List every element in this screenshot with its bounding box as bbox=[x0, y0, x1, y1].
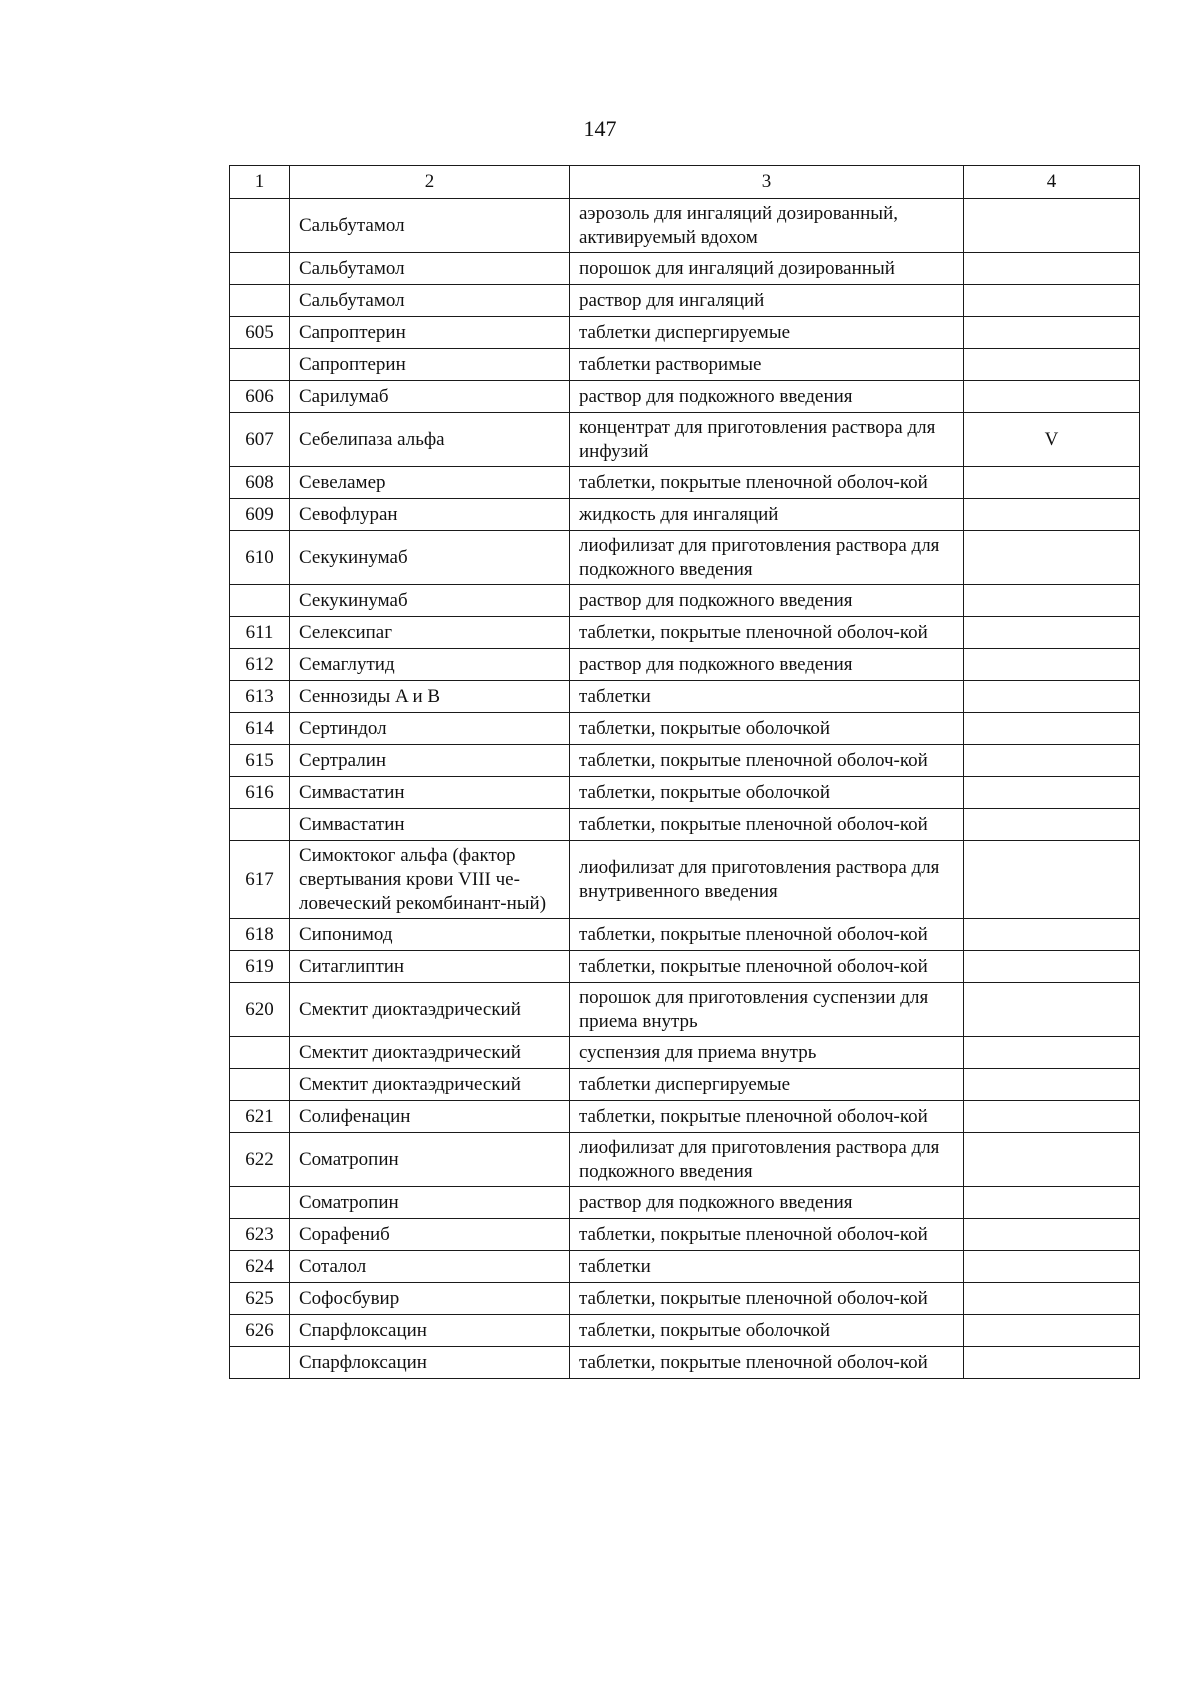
dosage-form-cell: таблетки диспергируемые bbox=[570, 1069, 964, 1101]
row-number-cell: 609 bbox=[230, 499, 290, 531]
table-row bbox=[230, 983, 1140, 1037]
table-row bbox=[230, 1101, 1140, 1133]
row-number-cell bbox=[230, 1069, 290, 1101]
page-number: 147 bbox=[583, 116, 617, 141]
table-row bbox=[230, 1315, 1140, 1347]
dosage-form-cell: концентрат для приготовления раствора для инфузий bbox=[570, 413, 964, 467]
table-row bbox=[230, 649, 1140, 681]
drug-name-cell: Себелипаза альфа bbox=[290, 413, 570, 467]
row-number-cell bbox=[230, 199, 290, 253]
drug-name-cell: Спарфлоксацин bbox=[290, 1347, 570, 1379]
table-row bbox=[230, 199, 1140, 253]
table-row bbox=[230, 1187, 1140, 1219]
drug-name-cell: Солифенацин bbox=[290, 1101, 570, 1133]
drug-name-cell: Софосбувир bbox=[290, 1283, 570, 1315]
dosage-form-cell: раствор для подкожного введения bbox=[570, 381, 964, 413]
drug-name-cell: Соталол bbox=[290, 1251, 570, 1283]
row-number-cell: 624 bbox=[230, 1251, 290, 1283]
mark-cell bbox=[964, 1315, 1140, 1347]
dosage-form-cell: таблетки, покрытые оболочкой bbox=[570, 713, 964, 745]
drug-name-cell: Соматропин bbox=[290, 1133, 570, 1187]
drug-name-cell: Сорафениб bbox=[290, 1219, 570, 1251]
mark-cell bbox=[964, 349, 1140, 381]
dosage-form-cell: таблетки растворимые bbox=[570, 349, 964, 381]
drug-name-cell: Секукинумаб bbox=[290, 585, 570, 617]
mark-cell bbox=[964, 919, 1140, 951]
header-col-4: 4 bbox=[964, 166, 1140, 199]
dosage-form-cell: таблетки, покрытые пленочной оболоч-кой bbox=[570, 951, 964, 983]
table-row bbox=[230, 467, 1140, 499]
mark-cell bbox=[964, 745, 1140, 777]
row-number-cell bbox=[230, 1187, 290, 1219]
table-row bbox=[230, 617, 1140, 649]
dosage-form-cell: порошок для приготовления суспензии для приема внутрь bbox=[570, 983, 964, 1037]
drug-name-cell: Сапроптерин bbox=[290, 317, 570, 349]
dosage-form-cell: таблетки bbox=[570, 681, 964, 713]
row-number-cell: 616 bbox=[230, 777, 290, 809]
drug-name-cell: Сертралин bbox=[290, 745, 570, 777]
mark-cell bbox=[964, 1101, 1140, 1133]
drug-name-cell: Ситаглиптин bbox=[290, 951, 570, 983]
table-body bbox=[230, 199, 1140, 1379]
dosage-form-cell: раствор для ингаляций bbox=[570, 285, 964, 317]
header-col-3: 3 bbox=[570, 166, 964, 199]
row-number-cell: 620 bbox=[230, 983, 290, 1037]
mark-cell bbox=[964, 1037, 1140, 1069]
mark-cell bbox=[964, 809, 1140, 841]
row-number-cell: 626 bbox=[230, 1315, 290, 1347]
row-number-cell: 606 bbox=[230, 381, 290, 413]
row-number-cell bbox=[230, 809, 290, 841]
table-row bbox=[230, 413, 1140, 467]
drug-name-cell: Сеннозиды A и B bbox=[290, 681, 570, 713]
drug-name-cell: Секукинумаб bbox=[290, 531, 570, 585]
table-row bbox=[230, 745, 1140, 777]
drug-name-cell: Селексипаг bbox=[290, 617, 570, 649]
mark-cell bbox=[964, 1347, 1140, 1379]
drug-name-cell: Сапроптерин bbox=[290, 349, 570, 381]
dosage-form-cell: раствор для подкожного введения bbox=[570, 649, 964, 681]
row-number-cell: 617 bbox=[230, 841, 290, 919]
mark-cell bbox=[964, 841, 1140, 919]
table-row bbox=[230, 681, 1140, 713]
mark-cell bbox=[964, 1187, 1140, 1219]
table-row bbox=[230, 531, 1140, 585]
row-number-cell bbox=[230, 585, 290, 617]
drug-name-cell: Смектит диоктаэдрический bbox=[290, 1037, 570, 1069]
row-number-cell: 612 bbox=[230, 649, 290, 681]
row-number-cell: 615 bbox=[230, 745, 290, 777]
drug-name-cell: Сипонимод bbox=[290, 919, 570, 951]
table-row bbox=[230, 777, 1140, 809]
drug-name-cell: Сальбутамол bbox=[290, 199, 570, 253]
row-number-cell: 618 bbox=[230, 919, 290, 951]
mark-cell bbox=[964, 531, 1140, 585]
row-number-cell: 625 bbox=[230, 1283, 290, 1315]
row-number-cell: 605 bbox=[230, 317, 290, 349]
mark-cell bbox=[964, 499, 1140, 531]
mark-cell bbox=[964, 381, 1140, 413]
dosage-form-cell: лиофилизат для приготовления раствора для подкожного введения bbox=[570, 1133, 964, 1187]
row-number-cell: 614 bbox=[230, 713, 290, 745]
table-row bbox=[230, 1283, 1140, 1315]
dosage-form-cell: аэрозоль для ингаляций дозированный, активируемый вдохом bbox=[570, 199, 964, 253]
dosage-form-cell: таблетки, покрытые оболочкой bbox=[570, 777, 964, 809]
row-number-cell: 607 bbox=[230, 413, 290, 467]
dosage-form-cell: таблетки, покрытые пленочной оболоч-кой bbox=[570, 1283, 964, 1315]
row-number-cell: 611 bbox=[230, 617, 290, 649]
header-row bbox=[230, 166, 1140, 199]
table-row bbox=[230, 1133, 1140, 1187]
table-row bbox=[230, 841, 1140, 919]
drug-name-cell: Сертиндол bbox=[290, 713, 570, 745]
dosage-form-cell: таблетки, покрытые пленочной оболоч-кой bbox=[570, 617, 964, 649]
dosage-form-cell: порошок для ингаляций дозированный bbox=[570, 253, 964, 285]
mark-cell bbox=[964, 681, 1140, 713]
dosage-form-cell: таблетки, покрытые пленочной оболоч-кой bbox=[570, 1347, 964, 1379]
row-number-cell bbox=[230, 349, 290, 381]
drug-name-cell: Сарилумаб bbox=[290, 381, 570, 413]
table-row bbox=[230, 1251, 1140, 1283]
table-row bbox=[230, 1037, 1140, 1069]
table-row bbox=[230, 253, 1140, 285]
dosage-form-cell: таблетки, покрытые пленочной оболоч-кой bbox=[570, 1101, 964, 1133]
header-col-1: 1 bbox=[230, 166, 290, 199]
table-row bbox=[230, 1069, 1140, 1101]
row-number-cell: 613 bbox=[230, 681, 290, 713]
mark-cell bbox=[964, 585, 1140, 617]
dosage-form-cell: жидкость для ингаляций bbox=[570, 499, 964, 531]
dosage-form-cell: таблетки, покрытые оболочкой bbox=[570, 1315, 964, 1347]
drug-name-cell: Симвастатин bbox=[290, 777, 570, 809]
mark-cell bbox=[964, 317, 1140, 349]
mark-cell bbox=[964, 617, 1140, 649]
mark-cell bbox=[964, 983, 1140, 1037]
mark-cell bbox=[964, 253, 1140, 285]
drug-name-cell: Семаглутид bbox=[290, 649, 570, 681]
drug-name-cell: Севеламер bbox=[290, 467, 570, 499]
mark-cell bbox=[964, 1251, 1140, 1283]
row-number-cell: 621 bbox=[230, 1101, 290, 1133]
table-row bbox=[230, 951, 1140, 983]
dosage-form-cell: таблетки, покрытые пленочной оболоч-кой bbox=[570, 1219, 964, 1251]
drug-name-cell: Сальбутамол bbox=[290, 253, 570, 285]
mark-cell bbox=[964, 199, 1140, 253]
table-row bbox=[230, 381, 1140, 413]
row-number-cell bbox=[230, 1347, 290, 1379]
dosage-form-cell: лиофилизат для приготовления раствора для подкожного введения bbox=[570, 531, 964, 585]
table-row bbox=[230, 713, 1140, 745]
drug-name-cell: Симвастатин bbox=[290, 809, 570, 841]
drug-name-cell: Симоктоког альфа (фактор свертывания крови VIII че-ловеческий рекомбинант-ный) bbox=[290, 841, 570, 919]
table-row bbox=[230, 919, 1140, 951]
drug-table bbox=[229, 165, 1140, 1379]
table-row bbox=[230, 349, 1140, 381]
mark-cell bbox=[964, 285, 1140, 317]
drug-name-cell: Севофлуран bbox=[290, 499, 570, 531]
mark-cell bbox=[964, 1069, 1140, 1101]
drug-name-cell: Сальбутамол bbox=[290, 285, 570, 317]
row-number-cell bbox=[230, 253, 290, 285]
row-number-cell: 610 bbox=[230, 531, 290, 585]
table-row bbox=[230, 809, 1140, 841]
dosage-form-cell: таблетки диспергируемые bbox=[570, 317, 964, 349]
row-number-cell: 622 bbox=[230, 1133, 290, 1187]
dosage-form-cell: суспензия для приема внутрь bbox=[570, 1037, 964, 1069]
table-row bbox=[230, 499, 1140, 531]
mark-cell bbox=[964, 649, 1140, 681]
row-number-cell bbox=[230, 1037, 290, 1069]
mark-cell bbox=[964, 713, 1140, 745]
dosage-form-cell: таблетки, покрытые пленочной оболоч-кой bbox=[570, 919, 964, 951]
row-number-cell: 623 bbox=[230, 1219, 290, 1251]
table-row bbox=[230, 317, 1140, 349]
dosage-form-cell: раствор для подкожного введения bbox=[570, 1187, 964, 1219]
mark-cell bbox=[964, 951, 1140, 983]
dosage-form-cell: лиофилизат для приготовления раствора для внутривенного введения bbox=[570, 841, 964, 919]
header-col-2: 2 bbox=[290, 166, 570, 199]
row-number-cell bbox=[230, 285, 290, 317]
table-row bbox=[230, 1219, 1140, 1251]
mark-cell: V bbox=[964, 413, 1140, 467]
table-row bbox=[230, 1347, 1140, 1379]
row-number-cell: 608 bbox=[230, 467, 290, 499]
drug-name-cell: Соматропин bbox=[290, 1187, 570, 1219]
mark-cell bbox=[964, 1283, 1140, 1315]
dosage-form-cell: таблетки, покрытые пленочной оболоч-кой bbox=[570, 809, 964, 841]
dosage-form-cell: таблетки, покрытые пленочной оболоч-кой bbox=[570, 467, 964, 499]
drug-name-cell: Спарфлоксацин bbox=[290, 1315, 570, 1347]
row-number-cell: 619 bbox=[230, 951, 290, 983]
dosage-form-cell: таблетки bbox=[570, 1251, 964, 1283]
mark-cell bbox=[964, 777, 1140, 809]
table-row bbox=[230, 285, 1140, 317]
mark-cell bbox=[964, 1219, 1140, 1251]
mark-cell bbox=[964, 1133, 1140, 1187]
dosage-form-cell: таблетки, покрытые пленочной оболоч-кой bbox=[570, 745, 964, 777]
table-row bbox=[230, 585, 1140, 617]
drug-name-cell: Смектит диоктаэдрический bbox=[290, 983, 570, 1037]
mark-cell bbox=[964, 467, 1140, 499]
dosage-form-cell: раствор для подкожного введения bbox=[570, 585, 964, 617]
drug-name-cell: Смектит диоктаэдрический bbox=[290, 1069, 570, 1101]
